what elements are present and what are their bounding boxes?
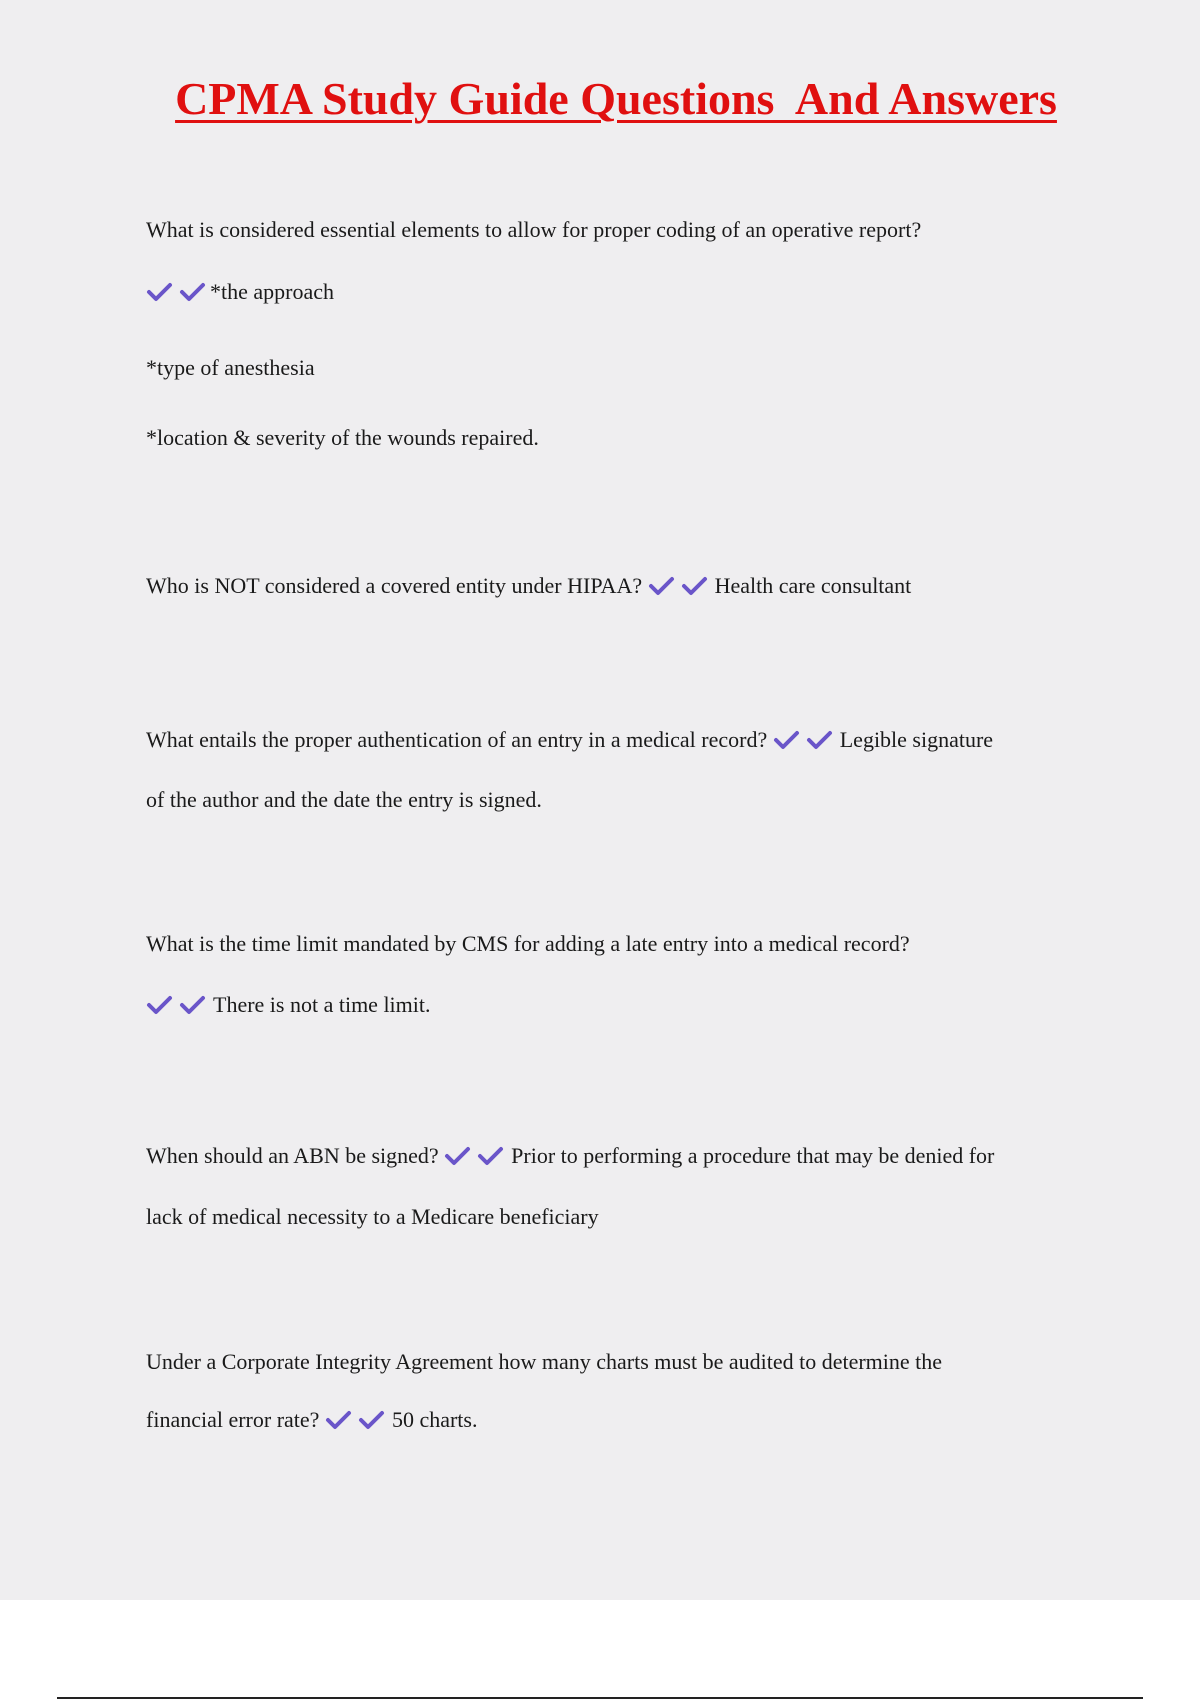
question-text: Who is NOT considered a covered entity under HIPAA? <box>146 573 643 598</box>
question-6-line-2 <box>146 1405 477 1435</box>
double-check-icon <box>773 729 835 751</box>
double-check-icon <box>444 1145 506 1167</box>
answer-text: *type of anesthesia <box>146 355 315 380</box>
answer-5-line-2 <box>146 1202 599 1232</box>
answer-4 <box>146 990 431 1020</box>
answer-1-line-1 <box>146 277 334 307</box>
question-1 <box>146 215 921 245</box>
page-title: CPMA Study Guide Questions And Answers <box>175 73 1057 124</box>
answer-1-line-2 <box>146 353 315 383</box>
answer-text: 50 charts. <box>391 1407 478 1432</box>
answer-text: Legible signature <box>839 727 994 752</box>
answer-1-line-3 <box>146 423 539 453</box>
answer-text: *location & severity of the wounds repaired. <box>146 425 539 450</box>
question-text: When should an ABN be signed? <box>146 1143 439 1168</box>
question-6 <box>146 1347 942 1377</box>
answer-text: lack of medical necessity to a Medicare beneficiary <box>146 1204 599 1229</box>
answer-3-line-2 <box>146 785 542 815</box>
question-text: Under a Corporate Integrity Agreement how many charts must be audited to determine the <box>146 1349 943 1374</box>
question-4 <box>146 929 910 959</box>
question-5 <box>146 1141 994 1171</box>
double-check-icon <box>648 575 710 597</box>
question-text: What is considered essential elements to allow for proper coding of an operative report? <box>146 217 922 242</box>
question-text: What is the time limit mandated by CMS for adding a late entry into a medical record? <box>146 931 910 956</box>
footer-divider <box>57 1697 1143 1699</box>
answer-text: Prior to performing a procedure that may be denied for <box>511 1143 995 1168</box>
question-2 <box>146 571 911 601</box>
question-text: What entails the proper authentication of an entry in a medical record? <box>146 727 768 752</box>
answer-text: of the author and the date the entry is signed. <box>146 787 542 812</box>
question-3 <box>146 725 993 755</box>
question-text: financial error rate? <box>146 1407 320 1432</box>
double-check-icon <box>146 281 174 303</box>
answer-text: *the approach <box>210 279 334 304</box>
answer-text: Health care consultant <box>714 573 912 598</box>
answer-text: There is not a time limit. <box>213 992 431 1017</box>
double-check-icon <box>325 1409 387 1431</box>
double-check-icon <box>146 994 208 1016</box>
